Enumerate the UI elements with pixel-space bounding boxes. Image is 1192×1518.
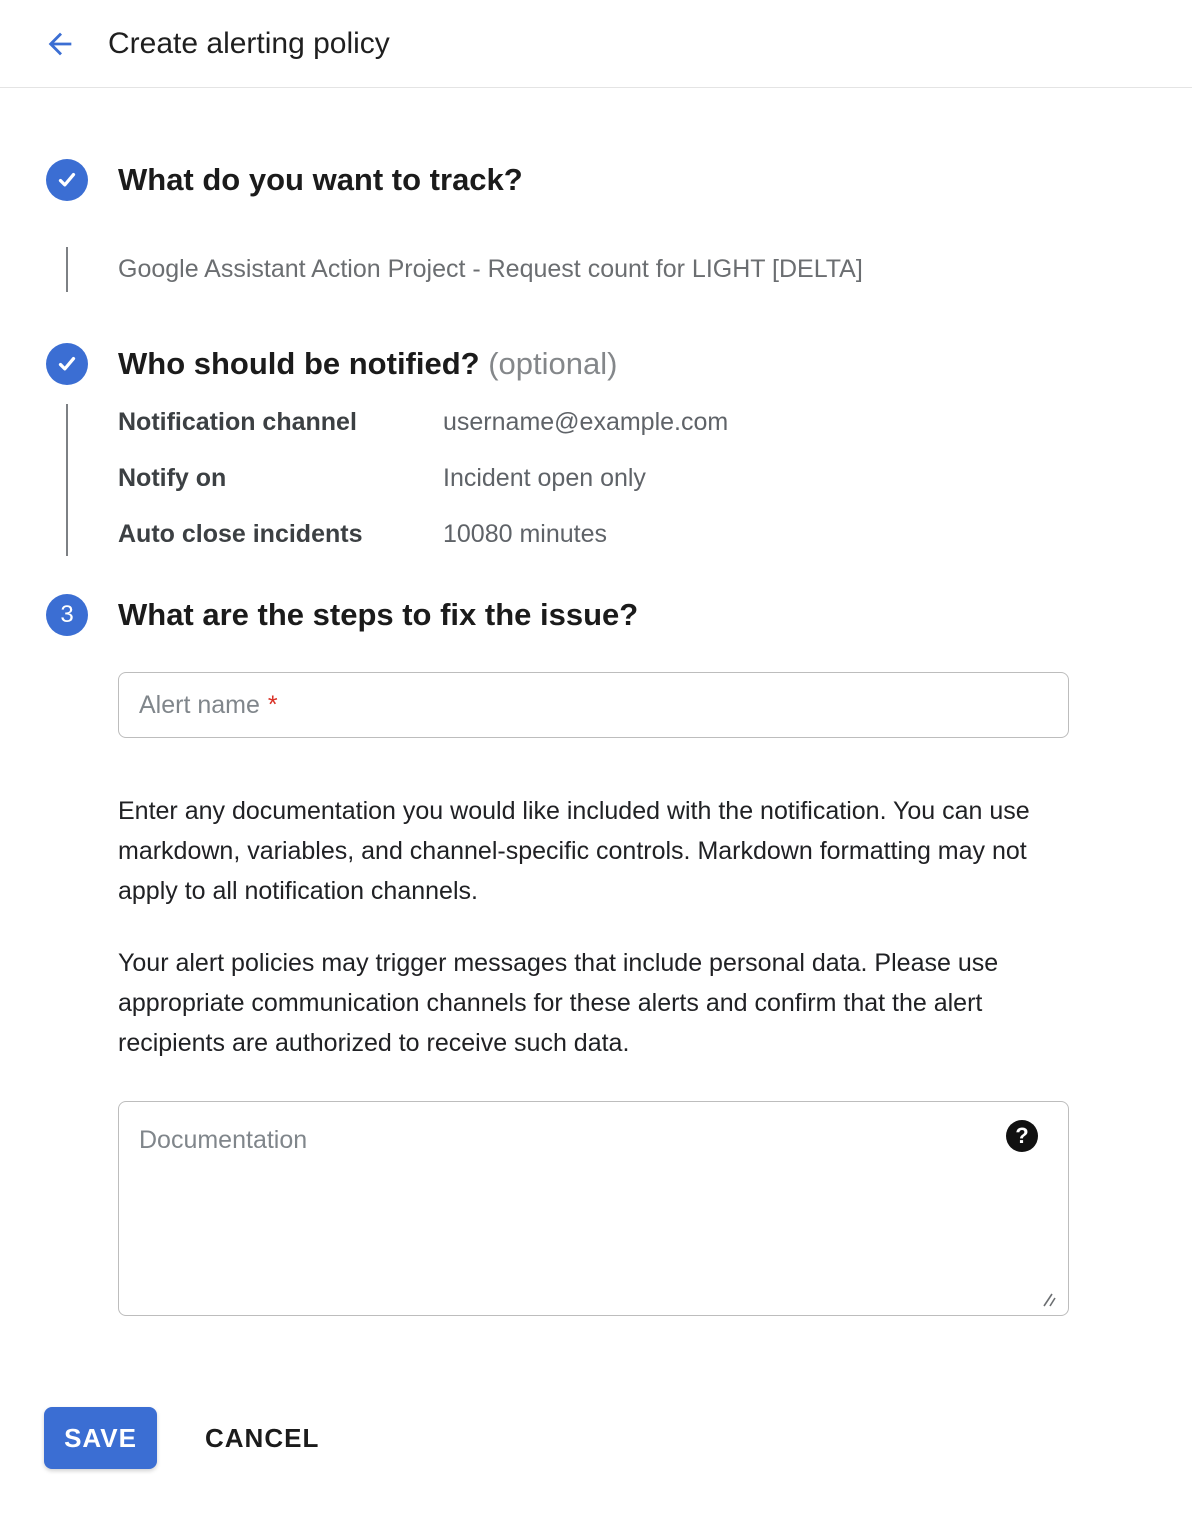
step-who-notified <box>0 342 1192 548</box>
notify-on-value: Incident open only <box>443 464 646 492</box>
step-what-to-track <box>0 158 1192 292</box>
step3-form <box>0 672 1192 1316</box>
step2-connector-line <box>66 404 68 556</box>
step2-heading-text: Who should be notified? <box>118 346 480 381</box>
check-circle-icon[interactable] <box>46 159 88 201</box>
check-circle-icon[interactable] <box>46 343 88 385</box>
page-title: Create alerting policy <box>108 26 390 60</box>
back-button[interactable] <box>40 24 80 64</box>
save-button[interactable]: SAVE <box>44 1407 157 1469</box>
step1-condition-summary: Google Assistant Action Project - Request count for LIGHT [DELTA] <box>118 255 863 283</box>
notification-channel-row <box>118 408 1069 436</box>
personal-data-warning-text: Your alert policies may trigger messages that include personal data. Please use appropriate communication channels for these alerts and confirm that the alert recipients are authorized to receive such data. <box>118 949 999 1057</box>
required-asterisk: * <box>267 690 278 719</box>
action-bar <box>0 1407 1192 1469</box>
notification-channel-label: Notification channel <box>118 408 357 436</box>
notify-on-label: Notify on <box>118 464 227 492</box>
documentation-placeholder: Documentation <box>139 1126 308 1154</box>
cancel-button[interactable]: CANCEL <box>205 1422 320 1453</box>
documentation-textarea[interactable] <box>118 1101 1069 1316</box>
step1-heading[interactable]: What do you want to track? <box>118 162 523 197</box>
documentation-help-text: Enter any documentation you would like included with the notification. You can use markdown, variables, and channel-specific controls. Markdown formatting may not apply to all notification channels. <box>118 797 1030 905</box>
step2-heading[interactable] <box>118 342 1069 386</box>
alert-name-placeholder: Alert name <box>139 690 260 719</box>
auto-close-row <box>118 520 1069 548</box>
header <box>0 0 1192 88</box>
help-icon[interactable]: ? <box>1006 1120 1038 1152</box>
resize-handle-icon[interactable] <box>1040 1289 1060 1309</box>
alert-name-input[interactable] <box>118 672 1069 738</box>
arrow-back-icon <box>43 27 77 61</box>
auto-close-label: Auto close incidents <box>118 520 363 548</box>
step1-connector-line <box>66 247 68 292</box>
step-fix-issue <box>0 593 1192 637</box>
step3-heading[interactable]: What are the steps to fix the issue? <box>118 597 639 632</box>
notify-on-row <box>118 464 1069 492</box>
auto-close-value: 10080 minutes <box>443 520 608 548</box>
step2-optional-label: (optional) <box>488 346 618 381</box>
step3-number-badge[interactable]: 3 <box>46 594 88 636</box>
notification-channel-value: username@example.com <box>443 408 729 436</box>
